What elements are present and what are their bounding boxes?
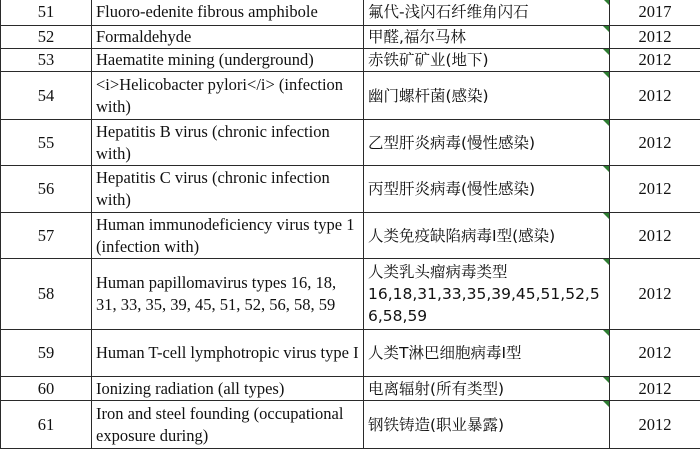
cell-comment-marker — [603, 49, 609, 55]
agent-name-en: Hepatitis B virus (chronic infection with) — [92, 120, 364, 166]
row-number: 58 — [1, 259, 92, 330]
table-row — [1, 26, 700, 49]
table-row — [1, 0, 700, 26]
cell-comment-marker — [603, 377, 609, 383]
row-number: 57 — [1, 213, 92, 259]
row-number: 59 — [1, 330, 92, 377]
agent-name-en: Formaldehyde — [92, 26, 364, 49]
row-number: 60 — [1, 377, 92, 401]
year: 2017 — [610, 0, 700, 26]
agent-name-zh — [364, 259, 610, 330]
agent-name-zh-text: 乙型肝炎病毒(慢性感染) — [368, 133, 536, 152]
table-row — [1, 259, 700, 330]
agent-name-zh-text: 幽门螺杆菌(感染) — [368, 86, 489, 105]
table-row — [1, 213, 700, 259]
cell-comment-marker — [603, 120, 609, 126]
agent-name-en: Human immunodeficiency virus type 1 (infection with) — [92, 213, 364, 259]
agent-name-zh — [364, 120, 610, 166]
agent-name-en: Iron and steel founding (occupational exposure during) — [92, 401, 364, 449]
agent-name-zh — [364, 401, 610, 449]
agent-name-zh — [364, 377, 610, 401]
agent-name-zh-text: 钢铁铸造(职业暴露) — [368, 415, 505, 434]
year: 2012 — [610, 330, 700, 377]
table-row — [1, 377, 700, 401]
agent-name-zh-text: 丙型肝炎病毒(慢性感染) — [368, 180, 536, 198]
year: 2012 — [610, 120, 700, 166]
year: 2012 — [610, 72, 700, 120]
cell-comment-marker — [603, 166, 609, 172]
table-row — [1, 49, 700, 72]
year: 2012 — [610, 49, 700, 72]
agent-name-en: Human papillomavirus types 16, 18, 31, 33, 35, 39, 45, 51, 52, 56, 58, 59 — [92, 259, 364, 330]
agent-name-zh-text: 电离辐射(所有类型) — [368, 379, 505, 398]
year: 2012 — [610, 401, 700, 449]
table-row — [1, 166, 700, 213]
cell-comment-marker — [603, 0, 609, 5]
agent-name-en: Ionizing radiation (all types) — [92, 377, 364, 401]
row-number: 52 — [1, 26, 92, 49]
row-number: 51 — [1, 0, 92, 26]
agent-name-en: Fluoro-edenite fibrous amphibole — [92, 0, 364, 26]
agent-name-zh — [364, 330, 610, 377]
agent-name-zh — [364, 26, 610, 49]
cell-comment-marker — [603, 330, 609, 336]
cell-comment-marker — [603, 259, 609, 265]
row-number: 54 — [1, 72, 92, 120]
cell-comment-marker — [603, 26, 609, 32]
year: 2012 — [610, 213, 700, 259]
agent-name-zh — [364, 213, 610, 259]
row-number: 55 — [1, 120, 92, 166]
table-row — [1, 401, 700, 449]
agent-name-zh — [364, 49, 610, 72]
agent-name-zh-text: 甲醛,福尔马林 — [368, 28, 466, 46]
cell-comment-marker — [603, 213, 609, 219]
agent-name-zh-text: 赤铁矿矿业(地下) — [368, 51, 489, 69]
agent-name-zh-text: 人类T淋巴细胞病毒I型 — [368, 344, 522, 362]
agent-name-zh-text: 人类免疫缺陷病毒I型(感染) — [368, 226, 556, 245]
cell-comment-marker — [603, 401, 609, 407]
table-row — [1, 120, 700, 166]
agent-name-zh-text: 人类乳头瘤病毒类型16,18,31,33,35,39,45,51,52,56,58,59 — [368, 263, 600, 325]
year: 2012 — [610, 26, 700, 49]
agent-name-en: Hepatitis C virus (chronic infection with) — [92, 166, 364, 213]
year: 2012 — [610, 259, 700, 330]
agent-name-zh-text: 氟代-浅闪石纤维角闪石 — [368, 3, 529, 21]
agent-name-zh — [364, 0, 610, 26]
row-number: 61 — [1, 401, 92, 449]
cell-comment-marker — [603, 72, 609, 78]
agent-name-en: <i>Helicobacter pylori</i> (infection with) — [92, 72, 364, 120]
table-row — [1, 72, 700, 120]
agent-name-en: Human T-cell lymphotropic virus type I — [92, 330, 364, 377]
year: 2012 — [610, 377, 700, 401]
agent-name-zh — [364, 72, 610, 120]
agent-name-zh — [364, 166, 610, 213]
year: 2012 — [610, 166, 700, 213]
agent-name-en: Haematite mining (underground) — [92, 49, 364, 72]
row-number: 53 — [1, 49, 92, 72]
row-number: 56 — [1, 166, 92, 213]
table-row — [1, 330, 700, 377]
